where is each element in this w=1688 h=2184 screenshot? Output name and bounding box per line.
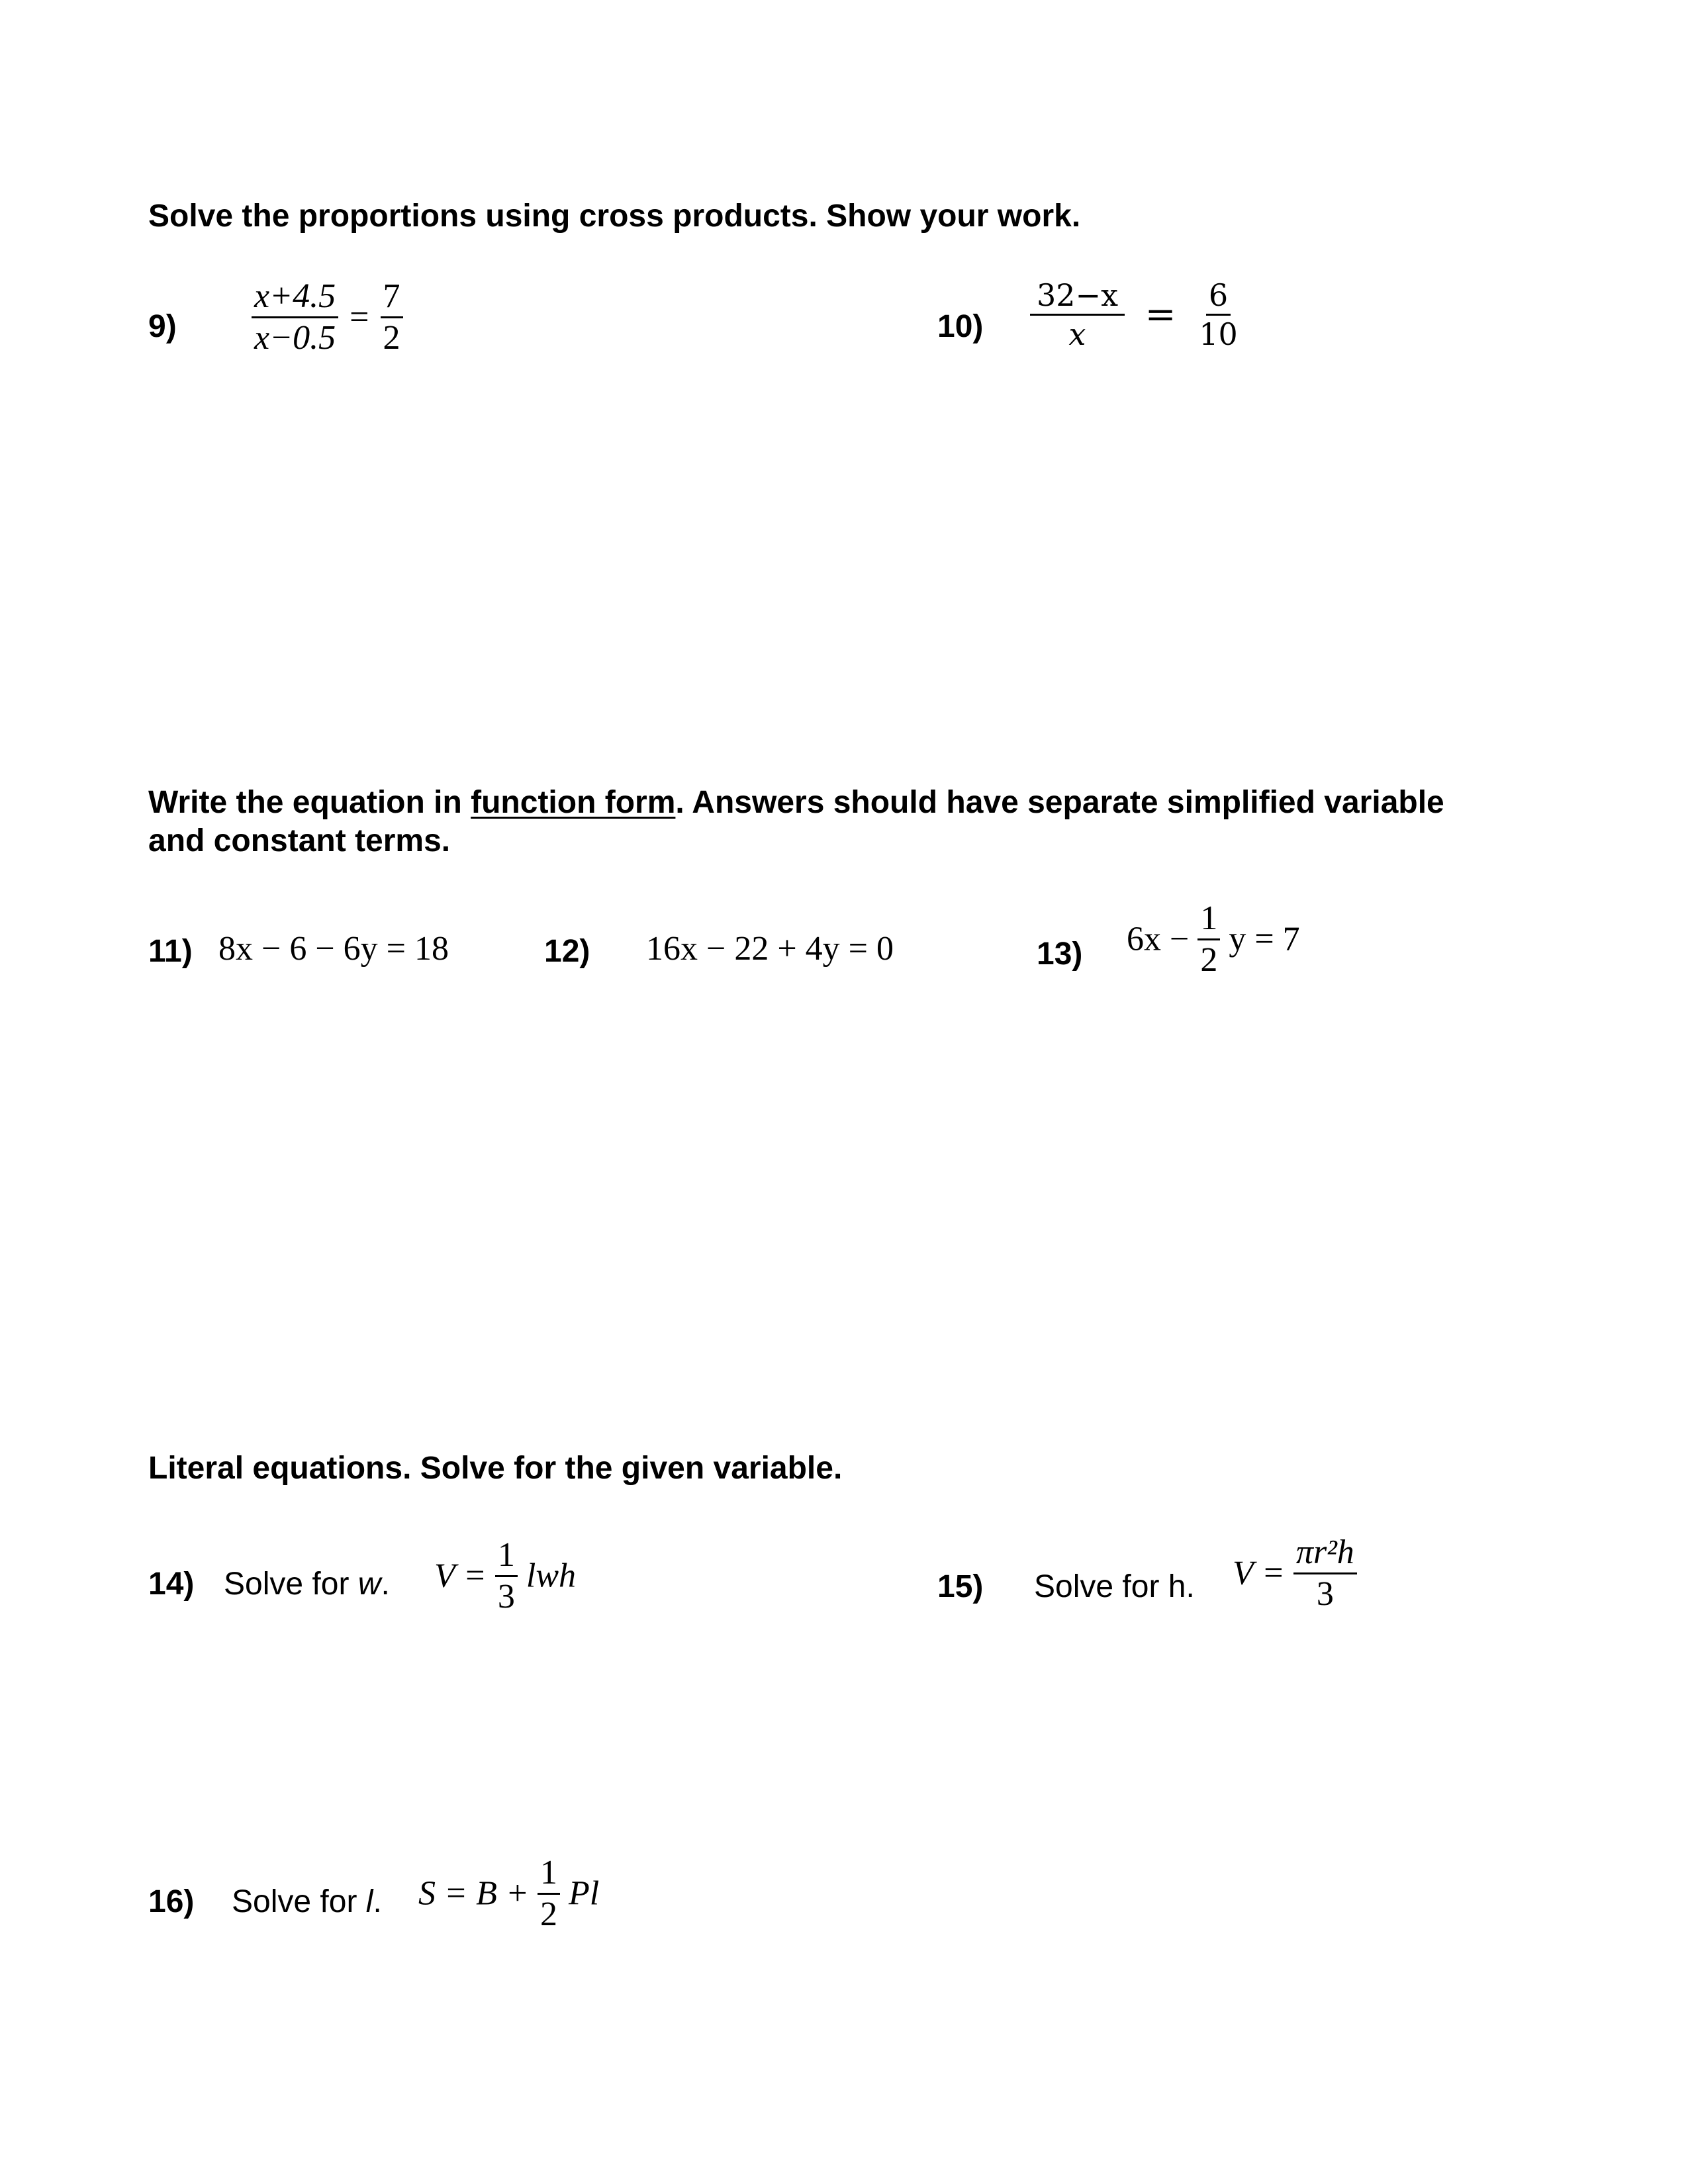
- problem-10-left-numerator: 32−x: [1030, 277, 1125, 316]
- problem-12-number: 12): [544, 934, 590, 969]
- problem-16-prompt-end: .: [373, 1884, 382, 1919]
- problem-13-left: 6x −: [1127, 920, 1190, 958]
- section2-heading-part2: . Answers should have separate simplified variable: [675, 785, 1444, 820]
- problem-14-rhs: lwh: [526, 1557, 577, 1595]
- problem-15-numerator: πr²h: [1293, 1533, 1357, 1574]
- problem-14-numerator: 1: [495, 1535, 518, 1577]
- problem-10-equation: [1030, 277, 1241, 353]
- problem-13-equation: [1127, 899, 1300, 980]
- problem-13-fraction: [1197, 899, 1220, 980]
- problem-14-number: 14): [148, 1567, 195, 1602]
- problem-16-number: 16): [148, 1884, 195, 1919]
- problem-11-number: 11): [148, 934, 193, 969]
- problem-13-number: 13): [1037, 936, 1083, 972]
- function-form-term: function form: [471, 785, 676, 820]
- problem-14-prompt-text: Solve for: [224, 1567, 358, 1602]
- problem-16-prompt-variable: l: [365, 1884, 373, 1919]
- problem-10-equals: =: [1145, 293, 1176, 336]
- problem-16-lhs: S = B +: [418, 1874, 529, 1913]
- problem-9-left-fraction: [252, 277, 338, 358]
- problem-14-fraction: [495, 1535, 518, 1617]
- problem-15-number: 15): [937, 1569, 984, 1604]
- problem-10-right-fraction: [1196, 277, 1241, 353]
- problem-12-equation: 16x − 22 + 4y = 0: [646, 930, 894, 968]
- problem-16-prompt: [232, 1884, 382, 1921]
- problem-16-numerator: 1: [538, 1853, 560, 1895]
- problem-15-prompt: Solve for h.: [1034, 1569, 1195, 1604]
- problem-9-left-numerator: x+4.5: [252, 277, 338, 318]
- problem-10-left-denominator: x: [1068, 316, 1086, 352]
- problem-9-right-numerator: 7: [381, 277, 403, 318]
- problem-16-fraction: [538, 1853, 560, 1934]
- problem-10-left-fraction: [1030, 277, 1125, 353]
- section2-heading-line2: and constant terms.: [148, 823, 451, 858]
- problem-15-lhs: V =: [1233, 1554, 1285, 1592]
- problem-13-right: y = 7: [1229, 920, 1300, 958]
- section1-heading: Solve the proportions using cross products. Show your work.: [148, 199, 1081, 234]
- problem-9-equals: =: [350, 298, 369, 336]
- problem-10-number: 10): [937, 309, 984, 344]
- problem-16-equation: [418, 1853, 599, 1934]
- section2-heading-part1: Write the equation in: [148, 785, 471, 820]
- problem-9-right-fraction: [381, 277, 403, 358]
- problem-16-denominator: 2: [539, 1895, 557, 1933]
- problem-15-denominator: 3: [1316, 1575, 1334, 1613]
- problem-14-equation: [434, 1535, 576, 1617]
- problem-11-equation: 8x − 6 − 6y = 18: [218, 930, 449, 968]
- problem-16-prompt-text: Solve for: [232, 1884, 366, 1919]
- problem-14-prompt-end: .: [381, 1567, 390, 1602]
- problem-14-denominator: 3: [497, 1578, 515, 1615]
- problem-10-right-denominator: 10: [1199, 316, 1238, 352]
- section2-heading: [148, 784, 1444, 822]
- problem-9-right-denominator: 2: [383, 319, 400, 357]
- problem-15-equation: [1233, 1533, 1357, 1614]
- problem-9-number: 9): [148, 309, 177, 344]
- problem-13-numerator: 1: [1197, 899, 1220, 940]
- problem-9-equation: [252, 277, 403, 358]
- problem-13-denominator: 2: [1200, 941, 1218, 979]
- problem-14-lhs: V =: [434, 1557, 487, 1595]
- problem-15-fraction: [1293, 1533, 1357, 1614]
- section3-heading: Literal equations. Solve for the given variable.: [148, 1451, 843, 1486]
- problem-10-right-numerator: 6: [1206, 277, 1231, 316]
- problem-14-prompt-variable: w: [357, 1567, 381, 1602]
- problem-14-prompt: [224, 1566, 390, 1603]
- problem-9-left-denominator: x−0.5: [254, 319, 336, 357]
- problem-16-rhs: Pl: [568, 1874, 600, 1913]
